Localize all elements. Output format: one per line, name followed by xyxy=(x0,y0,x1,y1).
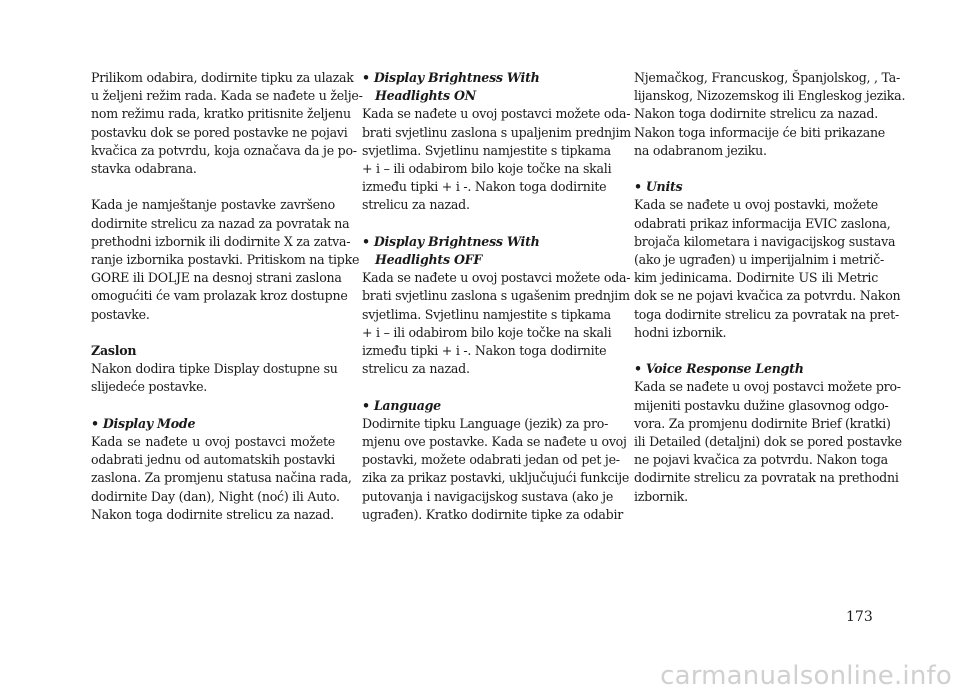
text-line: Dodirnite tipku Language (jezik) za pro- xyxy=(362,415,609,431)
zaslon-section xyxy=(91,342,338,397)
text-line: dodirnite strelicu za povratak na prethodni xyxy=(634,470,899,486)
text-line: odabrati jednu od automatskih postavki xyxy=(91,452,336,468)
text-line: Kada je namještanje postavke završeno xyxy=(91,197,335,213)
units-heading: Units xyxy=(645,179,683,195)
text-line: slijedeće postavke. xyxy=(91,379,208,395)
text-line: na odabranom jeziku. xyxy=(634,142,767,158)
zaslon-heading: Zaslon xyxy=(91,343,137,359)
voice-response-heading: Voice Response Length xyxy=(645,361,804,377)
text-line: Nakon dodira tipke Display dostupne su xyxy=(91,361,338,377)
text-line: toga dodirnite strelicu za povratak na pret- xyxy=(634,306,899,322)
text-line: GORE ili DOLJE na desnoj strani zaslona xyxy=(91,270,342,286)
text-line: svjetlima. Svjetlinu namjestite s tipkama xyxy=(362,306,611,322)
column-middle xyxy=(362,69,631,542)
text-line: Kada se nađete u ovoj postavci možete oda- xyxy=(362,270,631,286)
text-line: hodni izbornik. xyxy=(634,324,727,340)
text-line: prethodni izbornik ili dodirnite X za zatva- xyxy=(91,233,351,249)
text-line: dodirnite Day (dan), Night (noć) ili Auto. xyxy=(91,488,340,504)
brightness-on-heading: Display Brightness With xyxy=(373,70,540,85)
text-line: u željeni režim rada. Kada se nađete u želje- xyxy=(91,88,363,104)
brightness-on-heading-cont: Headlights ON xyxy=(375,88,476,104)
text-line: mijeniti postavku dužine glasovnog odgo- xyxy=(634,397,889,413)
brightness-off-section xyxy=(362,233,631,379)
text-line: između tipki + i -. Nakon toga dodirnite xyxy=(362,343,607,359)
bullet-icon: • xyxy=(362,233,370,249)
voice-response-text xyxy=(634,378,902,505)
text-line: Kada se nađete u ovoj postavci možete oda- xyxy=(362,106,631,122)
text-line: postavke. xyxy=(91,306,150,322)
text-line: ugrađen). Kratko dodirnite tipke za odabir xyxy=(362,506,624,522)
voice-response-section xyxy=(634,360,902,506)
text-line: lijanskog, Nizozemskog ili Engleskog jezika. xyxy=(634,88,906,104)
text-line: Nakon toga dodirnite strelicu za nazad. xyxy=(634,106,878,122)
intro-paragraph xyxy=(91,69,363,178)
text-line: ili Detailed (detaljni) dok se pored postavke xyxy=(634,434,902,450)
watermark: carmanualsonline.info xyxy=(660,661,952,691)
text-line: strelicu za nazad. xyxy=(362,197,470,213)
text-line: (ako je ugrađen) u imperijalnim i metrič- xyxy=(634,252,885,268)
text-line: nom režimu rada, kratko pritisnite željenu xyxy=(91,106,351,122)
text-line: izbornik. xyxy=(634,488,688,504)
text-line: ranje izbornika postavki. Pritiskom na tipke xyxy=(91,252,360,268)
units-section xyxy=(634,178,901,342)
settings-navigation-paragraph xyxy=(91,196,360,323)
text-line: + i – ili odabirom bilo koje točke na skali xyxy=(362,324,612,340)
text-line: mjenu ove postavke. Kada se nađete u ovoj xyxy=(362,434,627,450)
text-line: svjetlima. Svjetlinu namjestite s tipkama xyxy=(362,142,611,158)
bullet-icon: • xyxy=(362,397,370,413)
text-line: vora. Za promjenu dodirnite Brief (kratki) xyxy=(634,415,891,431)
text-line: dok se ne pojavi kvačica za potvrdu. Nakon xyxy=(634,288,901,304)
text-line: + i – ili odabirom bilo koje točke na skali xyxy=(362,161,612,177)
display-mode-text xyxy=(91,433,352,524)
zaslon-text xyxy=(91,360,338,396)
column-left xyxy=(91,69,363,542)
language-section xyxy=(362,397,630,524)
text-line: Nakon toga dodirnite strelicu za nazad. xyxy=(91,506,334,522)
text-line: putovanja i navigacijskog sustava (ako je xyxy=(362,488,614,504)
units-text xyxy=(634,196,901,342)
bullet-icon: • xyxy=(362,70,370,85)
text-line: Kada se nađete u ovoj postavci možete pro- xyxy=(634,379,901,395)
brightness-off-heading: Display Brightness With xyxy=(373,233,540,249)
brightness-on-text xyxy=(362,105,631,214)
text-line: zaslona. Za promjenu statusa načina rada, xyxy=(91,470,352,486)
text-line: strelicu za nazad. xyxy=(362,361,470,377)
brightness-off-heading-cont: Headlights OFF xyxy=(375,252,483,268)
bullet-icon: • xyxy=(634,179,642,195)
text-line: omogućiti će vam prolazak kroz dostupne xyxy=(91,288,348,304)
text-line: postavku dok se pored postavke ne pojavi xyxy=(91,124,348,140)
text-line: Prilikom odabira, dodirnite tipku za ulazak xyxy=(91,70,354,85)
text-line: Kada se nađete u ovoj postavci možete xyxy=(91,434,335,450)
text-line: dodirnite strelicu za nazad za povratak na xyxy=(91,215,350,231)
text-line: zika za prikaz postavki, uključujući funkcije xyxy=(362,470,630,486)
text-line: brojača kilometara i navigacijskog sustava xyxy=(634,233,896,249)
text-line: brati svjetlinu zaslona s upaljenim prednjim xyxy=(362,124,631,140)
text-line: kvačica za potvrdu, koja označava da je po- xyxy=(91,142,357,158)
text-line: ne pojavi kvačica za potvrdu. Nakon toga xyxy=(634,452,888,468)
bullet-icon: • xyxy=(634,361,642,377)
text-line: brati svjetlinu zaslona s ugašenim prednjim xyxy=(362,288,630,304)
column-right xyxy=(634,69,906,524)
display-mode-section xyxy=(91,415,352,524)
brightness-off-text xyxy=(362,269,631,378)
language-continued xyxy=(634,69,906,160)
text-line: između tipki + i -. Nakon toga dodirnite xyxy=(362,179,607,195)
language-text xyxy=(362,415,630,524)
text-line: stavka odabrana. xyxy=(91,161,197,177)
text-line: odabrati prikaz informacija EVIC zaslona, xyxy=(634,215,891,231)
text-line: Kada se nađete u ovoj postavki, možete xyxy=(634,197,878,213)
text-line: kim jedinicama. Dodirnite US ili Metric xyxy=(634,270,878,286)
brightness-on-section xyxy=(362,69,631,215)
text-line: Njemačkog, Francuskog, Španjolskog, , Ta- xyxy=(634,70,900,85)
language-heading: Language xyxy=(373,397,441,413)
text-line: postavki, možete odabrati jedan od pet je- xyxy=(362,452,620,468)
text-line: Nakon toga informacije će biti prikazane xyxy=(634,124,886,140)
page-number: 173 xyxy=(846,609,873,625)
display-mode-heading: Display Mode xyxy=(102,415,196,431)
bullet-icon: • xyxy=(91,415,99,431)
